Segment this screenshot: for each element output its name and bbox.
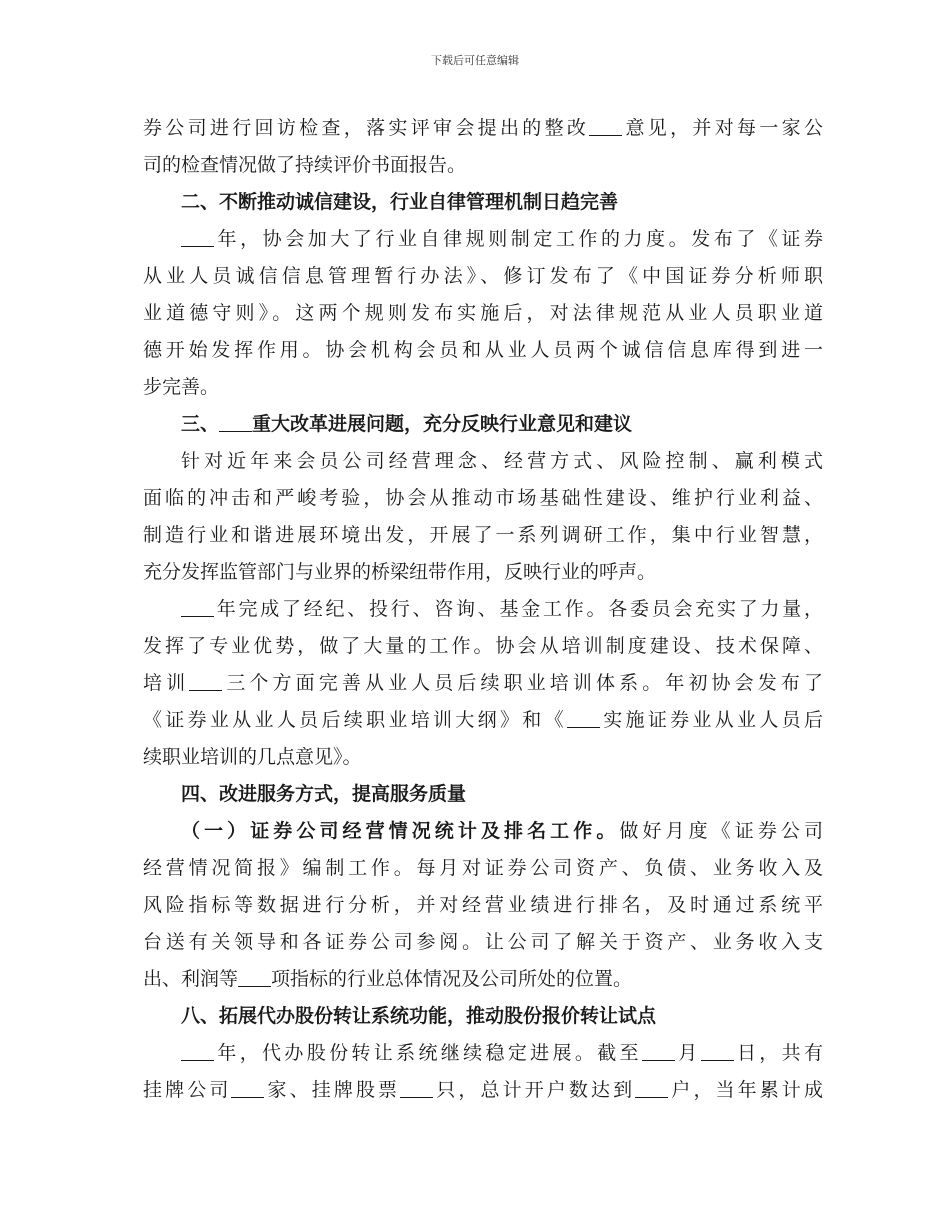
fill-blank xyxy=(181,1038,214,1061)
fill-blank xyxy=(238,964,271,987)
fill-blank xyxy=(231,1075,264,1098)
paragraph-line: 出、利润等 项指标的行业总体情况及公司所处的位置。 xyxy=(143,961,823,998)
paragraph-line: 面临的冲击和严峻考验，协会从推动市场基础性建设、维护行业利益、 xyxy=(143,487,823,509)
paragraph-line: 风险指标等数据进行分析，并对经营业绩进行排名，及时通过系统平 xyxy=(143,894,823,916)
paragraph-line: 续职业培训的几点意见》。 xyxy=(143,746,362,768)
paragraph-line: 发挥了专业优势，做了大量的工作。协会从培训制度建设、技术保障、 xyxy=(143,635,823,657)
paragraph-line: 制造行业和谐进展环境出发，开展了一系列调研工作，集中行业智慧， xyxy=(143,524,823,546)
paragraph-line: 充分发挥监管部门与业界的桥梁纽带作用，反映行业的呼声。 xyxy=(143,561,657,583)
paragraph-line: 德开始发挥作用。协会机构会员和从业人员两个诚信信息库得到进一 xyxy=(143,339,823,361)
paragraph-line: 年，协会加大了行业自律规则制定工作的力度。发布了《证券 xyxy=(143,221,823,258)
fill-blank xyxy=(219,409,252,432)
paragraph-line: 经营情况简报》编制工作。每月对证券公司资产、负债、业务收入及 xyxy=(143,857,823,879)
paragraph-line: 培训 三个方面完善从业人员后续职业培训体系。年初协会发布了 xyxy=(143,665,823,702)
paragraph-line: 券公司进行回访检查，落实评审会提出的整改 意见，并对每一家公 xyxy=(143,110,823,147)
paragraph-line: 针对近年来会员公司经营理念、经营方式、风险控制、赢利模式 xyxy=(181,450,823,472)
paragraph-line: （一）证券公司经营情况统计及排名工作。做好月度《证券公司 xyxy=(181,820,823,842)
subsection-title: （一）证券公司经营情况统计及排名工作。 xyxy=(181,820,620,842)
fill-blank xyxy=(181,224,214,247)
paragraph-line: 从业人员诚信信息管理暂行办法》、修订发布了《中国证券分析师职 xyxy=(143,265,823,287)
fill-blank xyxy=(642,1038,675,1061)
fill-blank xyxy=(181,594,214,617)
fill-blank xyxy=(400,1075,433,1098)
section-heading: 八、拓展代办股份转让系统功能，推动股份报价转让试点 xyxy=(181,1005,657,1027)
page-header: 下载后可任意编辑 xyxy=(431,54,519,67)
paragraph-line: 年，代办股份转让系统继续稳定进展。截至 月 日，共有 xyxy=(143,1035,823,1072)
paragraph-line: 业道德守则》。这两个规则发布实施后，对法律规范从业人员职业道 xyxy=(143,302,823,324)
paragraph-line: 步完善。 xyxy=(143,376,220,398)
fill-blank xyxy=(635,1075,668,1098)
paragraph-line: 挂牌公司 家、挂牌股票 只，总计开户数达到 户，当年累计成 xyxy=(143,1072,823,1109)
paragraph-line: 年完成了经纪、投行、咨询、基金工作。各委员会充实了力量， xyxy=(143,591,823,628)
fill-blank xyxy=(567,705,600,728)
paragraph-line: 台送有关领导和各证券公司参阅。让公司了解关于资产、业务收入支 xyxy=(143,931,823,953)
section-heading: 二、不断推动诚信建设，行业自律管理机制日趋完善 xyxy=(181,191,619,213)
fill-blank xyxy=(701,1038,734,1061)
section-heading: 四、改进服务方式，提高服务质量 xyxy=(181,783,467,805)
document-body xyxy=(143,110,823,1109)
paragraph-line: 司的检查情况做了持续评价书面报告。 xyxy=(143,154,467,176)
paragraph-line: 《证券业从业人员后续职业培训大纲》和《 实施证券业从业人员后 xyxy=(143,702,823,739)
fill-blank xyxy=(189,668,222,691)
fill-blank xyxy=(589,113,622,136)
section-heading: 三、 重大改革进展问题，充分反映行业意见和建议 xyxy=(143,406,823,443)
